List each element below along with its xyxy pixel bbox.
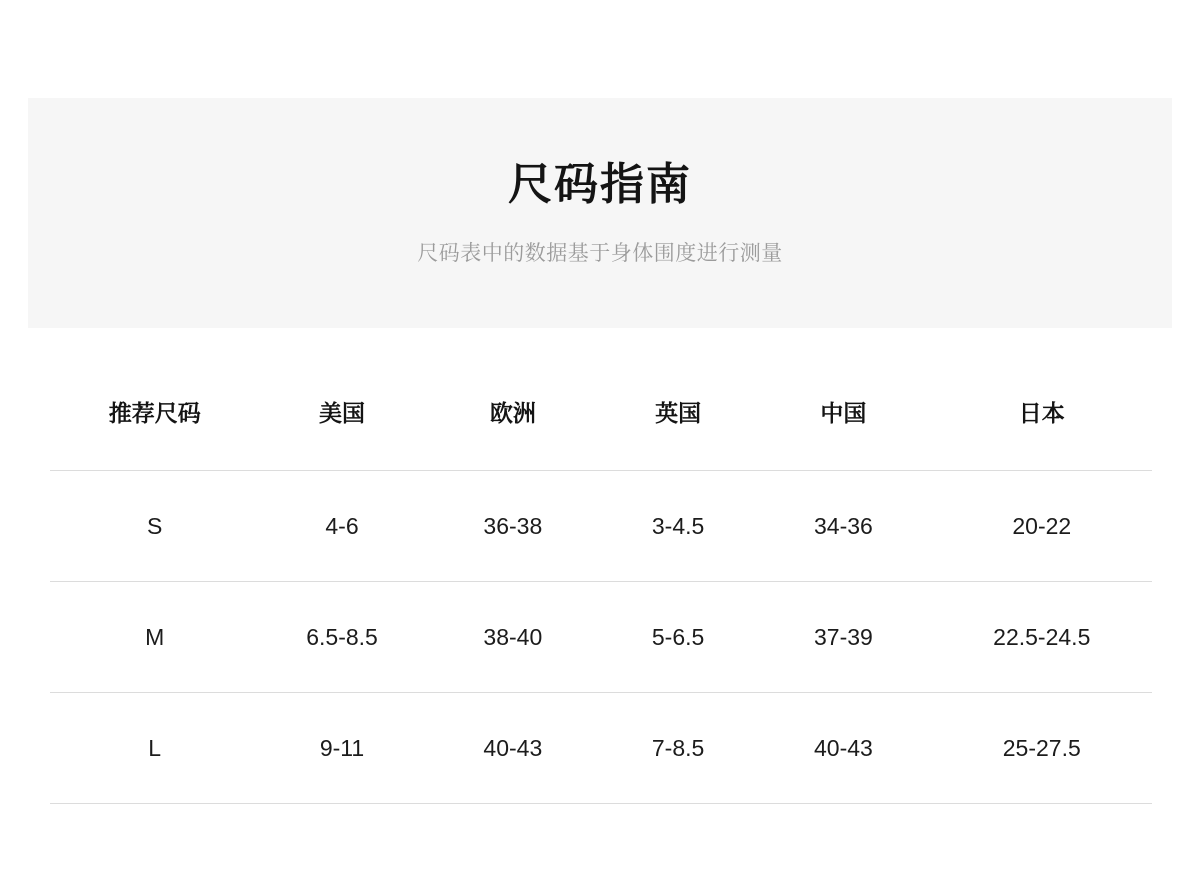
page-subtitle: 尺码表中的数据基于身体围度进行测量 — [417, 242, 783, 266]
cell-uk: 5-6.5 — [601, 582, 755, 693]
column-header-eu: 欧洲 — [489, 400, 536, 426]
table-row — [50, 471, 1152, 582]
cell-size: S — [50, 471, 259, 582]
cell-uk: 3-4.5 — [601, 471, 755, 582]
table-row — [50, 582, 1152, 693]
column-header-jp: 日本 — [1018, 400, 1065, 426]
size-table-head — [50, 395, 1152, 471]
size-table-container — [50, 395, 1152, 804]
column-header-uk: 英国 — [655, 400, 702, 426]
cell-cn: 37-39 — [755, 582, 931, 693]
cell-size: L — [50, 693, 259, 804]
cell-jp: 25-27.5 — [932, 693, 1152, 804]
size-table — [50, 395, 1152, 804]
column-header-cn: 中国 — [820, 400, 867, 426]
cell-us: 4-6 — [259, 471, 424, 582]
table-header-row — [50, 395, 1152, 471]
cell-jp: 20-22 — [932, 471, 1152, 582]
cell-eu: 36-38 — [425, 471, 601, 582]
cell-uk: 7-8.5 — [601, 693, 755, 804]
cell-cn: 40-43 — [755, 693, 931, 804]
column-header-recommended-size: 推荐尺码 — [108, 400, 201, 426]
cell-eu: 40-43 — [425, 693, 601, 804]
size-table-body — [50, 471, 1152, 804]
size-guide-header — [28, 98, 1172, 328]
page-title: 尺码指南 — [508, 159, 692, 209]
cell-size: M — [50, 582, 259, 693]
column-header-us: 美国 — [319, 400, 366, 426]
table-row — [50, 693, 1152, 804]
cell-eu: 38-40 — [425, 582, 601, 693]
cell-cn: 34-36 — [755, 471, 931, 582]
cell-us: 9-11 — [259, 693, 424, 804]
cell-us: 6.5-8.5 — [259, 582, 424, 693]
cell-jp: 22.5-24.5 — [932, 582, 1152, 693]
